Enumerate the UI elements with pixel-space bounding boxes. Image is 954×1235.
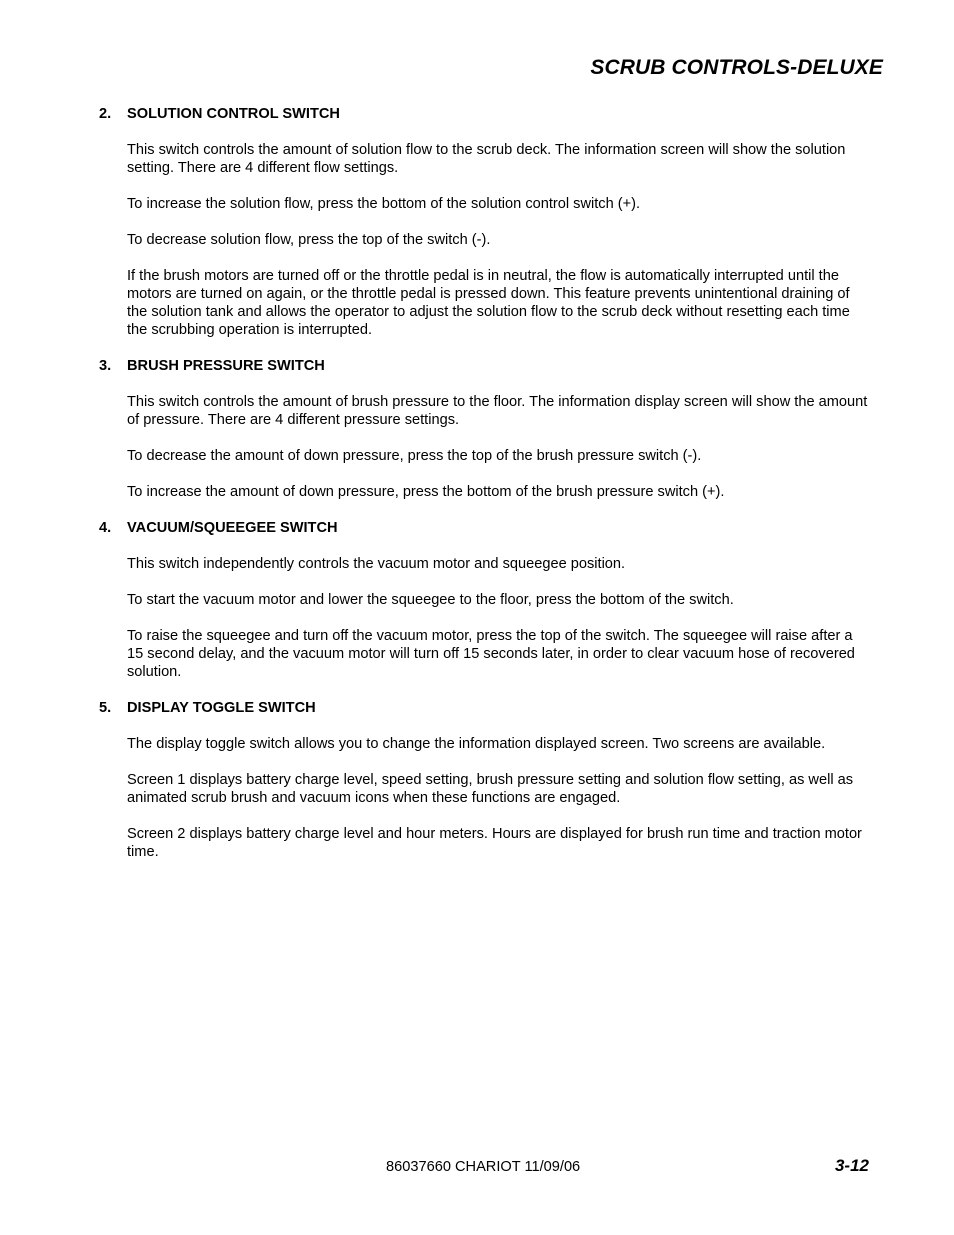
- section-vacuum-squeegee-switch: [99, 519, 871, 681]
- section-number: 2.: [99, 106, 112, 122]
- footer-document-info: 86037660 CHARIOT 11/09/06: [386, 1159, 581, 1175]
- section-title: VACUUM/SQUEEGEE SWITCH: [127, 520, 338, 536]
- paragraph: To raise the squeegee and turn off the vacuum motor, press the top of the switch. The squeegee will raise after a 15 second delay, and the vacuum motor will turn off 15 seconds later, in order to clear vacuum hose of recovered solution.: [127, 628, 855, 680]
- section-number: 5.: [99, 700, 112, 716]
- paragraph: To decrease solution flow, press the top of the switch (-).: [127, 232, 491, 248]
- paragraph: The display toggle switch allows you to change the information displayed screen. Two screens are available.: [127, 736, 826, 752]
- section-heading: [99, 519, 871, 537]
- section-title: BRUSH PRESSURE SWITCH: [127, 358, 325, 374]
- section-solution-control-switch: [99, 105, 871, 339]
- section-heading: [99, 699, 871, 717]
- paragraph: Screen 1 displays battery charge level, speed setting, brush pressure setting and solution flow setting, as well as animated scrub brush and vacuum icons when these functions are engaged.: [127, 772, 854, 806]
- section-number: 3.: [99, 358, 112, 374]
- paragraph: If the brush motors are turned off or the throttle pedal is in neutral, the flow is automatically interrupted until the motors are turned on again, or the throttle pedal is pressed down. This feature prevents unintentional draining of the solution tank and allows the operator to adjust the solution flow to the scrub deck without resetting each time the scrubbing operation is interrupted.: [127, 268, 850, 338]
- section-title: SOLUTION CONTROL SWITCH: [127, 106, 340, 122]
- paragraph: To start the vacuum motor and lower the squeegee to the floor, press the bottom of the switch.: [127, 592, 734, 608]
- paragraph: This switch controls the amount of solution flow to the scrub deck. The information screen will show the solution setting. There are 4 different flow settings.: [127, 142, 846, 176]
- page-title: SCRUB CONTROLS-DELUXE: [590, 56, 883, 79]
- section-heading: [99, 105, 871, 123]
- paragraph: Screen 2 displays battery charge level and hour meters. Hours are displayed for brush run time and traction motor time.: [127, 826, 862, 860]
- section-title: DISPLAY TOGGLE SWITCH: [127, 700, 316, 716]
- section-number: 4.: [99, 520, 112, 536]
- section-brush-pressure-switch: [99, 357, 871, 501]
- paragraph: This switch independently controls the vacuum motor and squeegee position.: [127, 556, 626, 572]
- section-heading: [99, 357, 871, 375]
- document-body: [99, 105, 871, 861]
- paragraph: This switch controls the amount of brush pressure to the floor. The information display screen will show the amount of pressure. There are 4 different pressure settings.: [127, 394, 868, 428]
- paragraph: To increase the solution flow, press the bottom of the solution control switch (+).: [127, 196, 641, 212]
- paragraph: To decrease the amount of down pressure, press the top of the brush pressure switch (-).: [127, 448, 702, 464]
- paragraph: To increase the amount of down pressure, press the bottom of the brush pressure switch (+).: [127, 484, 725, 500]
- footer-page-number: 3-12: [834, 1156, 869, 1175]
- section-display-toggle-switch: [99, 699, 871, 861]
